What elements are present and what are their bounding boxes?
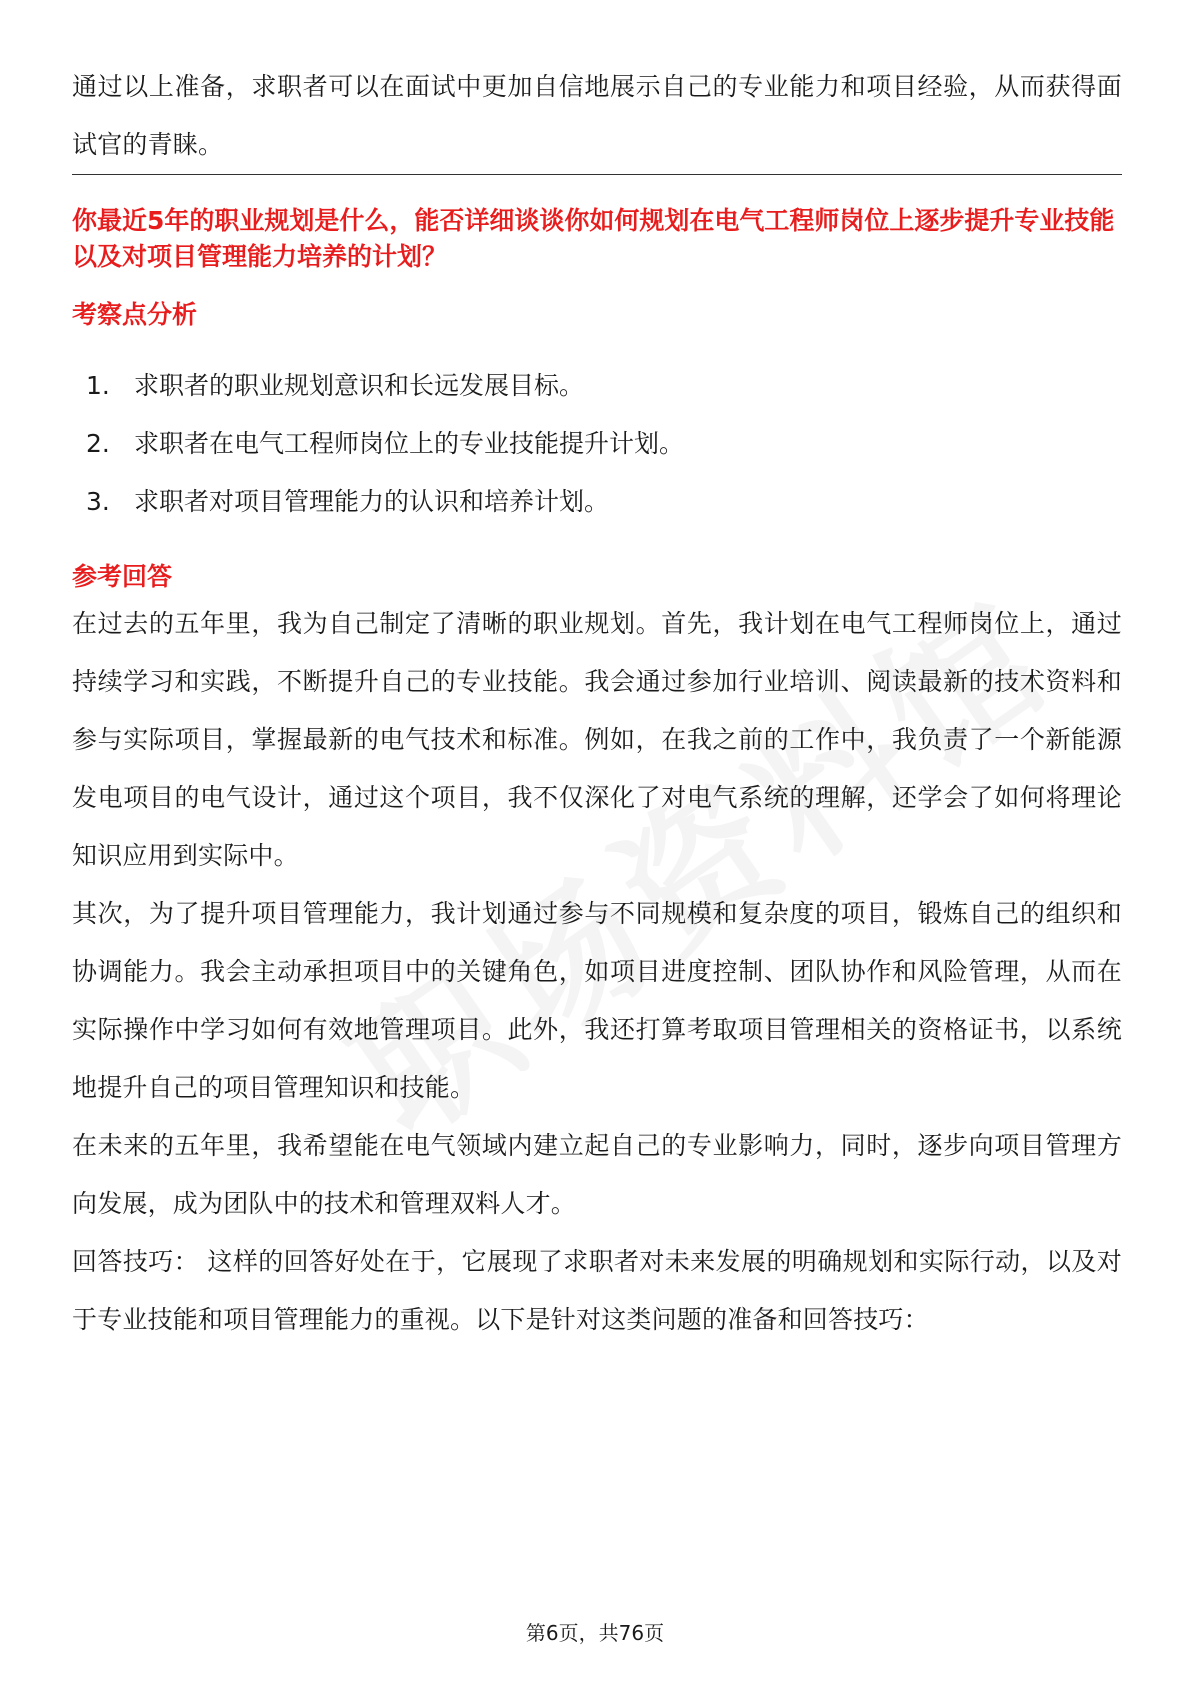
list-item-number: 3. (86, 487, 110, 516)
analysis-list (72, 357, 1122, 531)
list-item (72, 357, 1122, 415)
list-item-text: 求职者的职业规划意识和长远发展目标。 (134, 371, 585, 400)
list-item-number: 2. (86, 429, 110, 458)
interview-question: 你最近5年的职业规划是什么，能否详细谈谈你如何规划在电气工程师岗位上逐步提升专业技能以及对项目管理能力培养的计划？ (72, 206, 1115, 271)
list-item-text: 求职者在电气工程师岗位上的专业技能提升计划。 (134, 429, 685, 458)
list-item (72, 473, 1122, 531)
answer-tips-paragraph: 回答技巧： 这样的回答好处在于，它展现了求职者对未来发展的明确规划和实际行动，以及对于专业技能和项目管理能力的重视。以下是针对这类问题的准备和回答技巧： (72, 1247, 1122, 1334)
list-item-number: 1. (86, 371, 110, 400)
page-content (72, 58, 1122, 1349)
answer-paragraph: 在过去的五年里，我为自己制定了清晰的职业规划。首先，我计划在电气工程师岗位上，通过持续学习和实践，不断提升自己的专业技能。我会通过参加行业培训、阅读最新的技术资料和参与实际项目，掌握最新的电气技术和标准。例如，在我之前的工作中，我负责了一个新能源发电项目的电气设计，通过这个项目，我不仅深化了对电气系统的理解，还学会了如何将理论知识应用到实际中。 (72, 609, 1122, 870)
list-item (72, 415, 1122, 473)
answer-title: 参考回答 (72, 562, 173, 591)
list-item-text: 求职者对项目管理能力的认识和培养计划。 (134, 487, 610, 516)
page-number-footer: 第6页，共76页 (525, 1621, 665, 1645)
analysis-title: 考察点分析 (72, 300, 198, 329)
answer-paragraph: 在未来的五年里，我希望能在电气领域内建立起自己的专业影响力，同时，逐步向项目管理方向发展，成为团队中的技术和管理双料人才。 (72, 1131, 1122, 1218)
section-divider (72, 174, 1122, 175)
intro-paragraph: 通过以上准备，求职者可以在面试中更加自信地展示自己的专业能力和项目经验，从而获得面试官的青睐。 (72, 72, 1122, 159)
answer-paragraph: 其次，为了提升项目管理能力，我计划通过参与不同规模和复杂度的项目，锻炼自己的组织和协调能力。我会主动承担项目中的关键角色，如项目进度控制、团队协作和风险管理，从而在实际操作中学习如何有效地管理项目。此外，我还打算考取项目管理相关的资格证书，以系统地提升自己的项目管理知识和技能。 (72, 899, 1122, 1102)
